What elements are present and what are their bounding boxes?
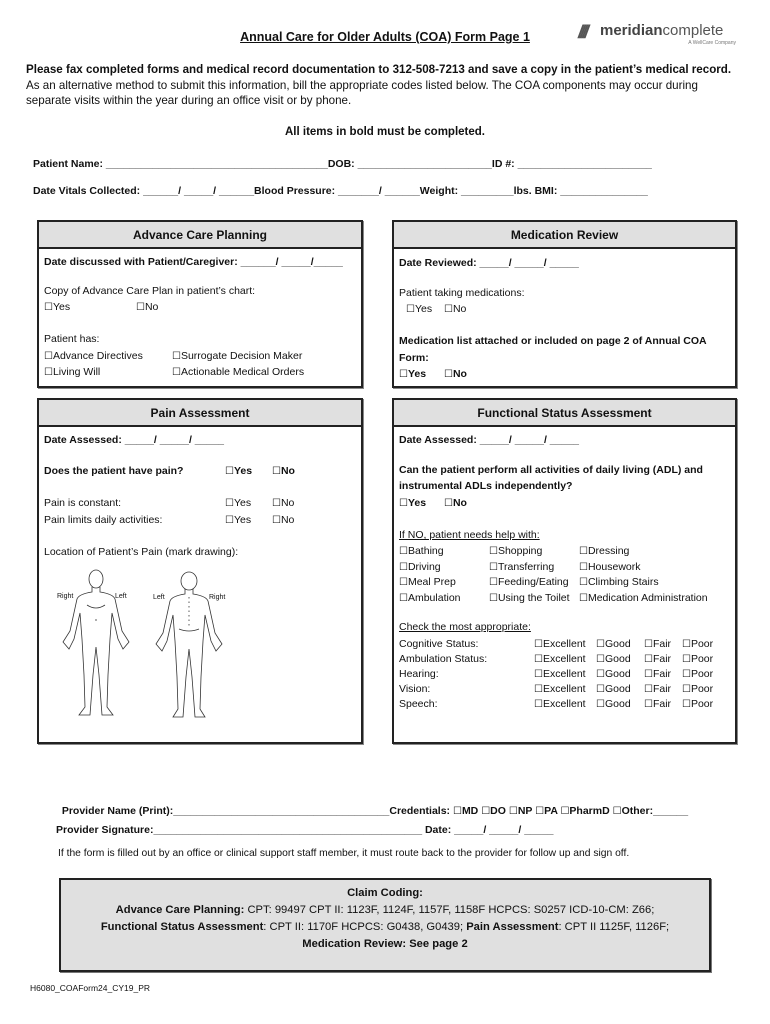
checkbox-icon[interactable]: ☐ (225, 498, 234, 509)
option-label: Fair (652, 698, 672, 710)
claim-coding-title: Claim Coding: (347, 887, 423, 899)
option-label: Yes (52, 301, 71, 313)
checkbox-icon[interactable]: ☐ (682, 639, 691, 650)
logo-wordmark (600, 22, 723, 39)
pain-location-label: Location of Patient’s Pain (mark drawing): (44, 546, 239, 558)
checkbox-icon[interactable]: ☐ (444, 369, 453, 380)
help-item-option[interactable] (399, 592, 461, 604)
checkbox-icon[interactable]: ☐ (596, 654, 605, 665)
intro-normal: As an alternative method to submit this information, bill the appropriate codes listed below. The COA components may occur during separate visits within the year during an office visit or by phone. (26, 78, 698, 107)
checkbox-icon[interactable]: ☐ (596, 669, 605, 680)
checkbox-icon[interactable]: ☐ (644, 639, 653, 650)
pain-limits-question: Pain limits daily activities: (44, 514, 163, 526)
body-diagram-back[interactable] (149, 567, 229, 727)
option-label: Good (604, 638, 631, 650)
adl-question: Can the patient perform all activities of daily living (ADL) and (399, 464, 703, 476)
checkbox-icon[interactable]: ☐ (560, 806, 570, 817)
checkbox-icon[interactable]: ☐ (534, 669, 543, 680)
option-label: Poor (690, 668, 714, 680)
help-item-option[interactable] (489, 592, 570, 604)
option-label: Medication Administration (587, 591, 708, 604)
human-back-figure-icon[interactable] (149, 567, 229, 727)
provider-name-field[interactable]: Provider Name (Print):_____________________________________ (61, 805, 390, 817)
status-row-label: Speech: (399, 698, 438, 710)
fsa-codes: : CPT II: 1170F HCPCS: G0438, G0439; (263, 921, 467, 933)
pain-codes-label: Pain Assessment (466, 921, 559, 933)
option-label: Yes (233, 465, 253, 477)
intro-bold: Please fax completed forms and medical record documentation to 312-508-7213 and save a copy in the patient’s medical record. (26, 63, 732, 76)
rating-option[interactable] (596, 638, 631, 650)
checkbox-icon[interactable]: ☐ (534, 654, 543, 665)
rating-option[interactable] (644, 683, 671, 695)
checkbox-icon[interactable]: ☐ (399, 498, 408, 509)
rating-option[interactable] (596, 698, 631, 710)
option-label: PharmD (569, 805, 610, 817)
list-no-option[interactable] (444, 368, 467, 380)
option-label: Fair (652, 683, 672, 695)
option-label: Housework (587, 560, 641, 573)
form-code: H6080_COAForm24_CY19_PR (30, 983, 151, 993)
option-label: Yes (233, 497, 252, 509)
bold-note: All items in bold must be completed. (285, 126, 485, 138)
copy-yes-option[interactable] (44, 301, 70, 313)
option-label: Surrogate Decision Maker (180, 350, 303, 362)
option-label: Excellent (542, 653, 586, 665)
rating-option[interactable] (682, 683, 713, 695)
option-label: Living Will (52, 366, 101, 378)
routing-note: If the form is filled out by an office or clinical support staff member, it must route back to the provider for follow up and sign off. (58, 848, 630, 859)
checkbox-icon[interactable]: ☐ (452, 806, 462, 817)
option-label: No (280, 497, 295, 509)
rating-option[interactable] (534, 638, 586, 650)
checkbox-icon[interactable]: ☐ (444, 304, 453, 315)
pain-limits-yes[interactable] (225, 514, 251, 526)
checkbox-icon[interactable]: ☐ (44, 367, 53, 378)
checkbox-icon[interactable]: ☐ (399, 592, 408, 604)
option-label: Good (604, 668, 631, 680)
checkbox-icon[interactable]: ☐ (535, 806, 545, 817)
meridian-complete-logo (578, 22, 738, 50)
adl-yes-option[interactable] (399, 497, 426, 509)
checkbox-icon[interactable]: ☐ (225, 515, 234, 526)
checkbox-icon[interactable]: ☐ (272, 498, 281, 509)
option-label: Excellent (542, 668, 586, 680)
rating-option[interactable] (644, 653, 671, 665)
option-label: NP (517, 805, 533, 817)
option-label: Poor (690, 638, 714, 650)
option-label: Good (604, 698, 631, 710)
medication-review-section (392, 220, 737, 388)
option-label: Poor (690, 683, 714, 695)
checkbox-icon[interactable]: ☐ (644, 684, 653, 695)
adl-no-option[interactable] (444, 497, 467, 509)
checkbox-icon[interactable]: ☐ (172, 367, 181, 378)
rating-option[interactable] (534, 698, 586, 710)
help-item-option[interactable] (579, 592, 708, 604)
section-header: Medication Review (394, 222, 735, 249)
rating-option[interactable] (596, 683, 631, 695)
pain-constant-no[interactable] (272, 497, 294, 509)
option-label: Ambulation (407, 591, 461, 604)
checkbox-icon[interactable]: ☐ (534, 699, 543, 710)
has-pain-yes[interactable] (225, 465, 252, 477)
checkbox-icon[interactable]: ☐ (682, 669, 691, 680)
option-label: Fair (652, 668, 672, 680)
surrogate-decision-maker-option[interactable] (172, 350, 302, 362)
rating-option[interactable] (682, 668, 713, 680)
help-item-option[interactable] (579, 545, 629, 557)
checkbox-icon[interactable]: ☐ (596, 699, 605, 710)
credentials-other-field[interactable]: ______ (653, 805, 689, 817)
checkbox-icon[interactable]: ☐ (682, 654, 691, 665)
provider-signature-row[interactable]: Provider Signature:______________________________________________ Date: _____/ _____/ _____ (56, 824, 554, 836)
option-label: MD (461, 805, 479, 817)
fsa-codes-label: Functional Status Assessment (100, 921, 264, 933)
section-header: Advance Care Planning (39, 222, 361, 249)
checkbox-icon[interactable]: ☐ (489, 592, 498, 604)
option-label: Advance Directives (52, 350, 143, 362)
rating-option[interactable] (534, 653, 586, 665)
checkbox-icon[interactable]: ☐ (399, 561, 408, 573)
taking-medications-label: Patient taking medications: (399, 287, 525, 299)
checkbox-icon[interactable]: ☐ (644, 699, 653, 710)
option-label: No (452, 497, 467, 509)
logo-brand-bold: meridian (600, 22, 663, 39)
date-discussed-field[interactable]: Date discussed with Patient/Caregiver: ______/ _____/_____ (44, 256, 343, 268)
option-label: Using the Toilet (497, 591, 570, 604)
rating-option[interactable] (596, 653, 631, 665)
claim-coding-box (59, 878, 711, 972)
checkbox-icon[interactable]: ☐ (444, 498, 453, 509)
pain-constant-question: Pain is constant: (44, 497, 122, 509)
medication-review-codes: Medication Review: See page 2 (302, 938, 468, 950)
acp-codes-label: Advance Care Planning: (115, 904, 245, 916)
help-item-option[interactable] (489, 561, 554, 573)
checkbox-icon[interactable]: ☐ (272, 466, 281, 477)
patient-info-row[interactable]: Patient Name: ______________________________________DOB: _______________________ID #: _______________________ (33, 158, 652, 170)
date-reviewed-field[interactable]: Date Reviewed: _____/ _____/ _____ (399, 257, 579, 269)
logo-tagline: A WellCare Company (688, 40, 736, 46)
pain-assessment-section (37, 398, 363, 744)
human-front-figure-icon[interactable] (57, 567, 137, 727)
credential-option[interactable] (535, 805, 557, 817)
medication-list-label: Medication list attached or included on page 2 of Annual COA (399, 335, 707, 347)
section-header: Functional Status Assessment (394, 400, 735, 427)
help-item-option[interactable] (579, 561, 641, 573)
checkbox-icon[interactable]: ☐ (44, 302, 53, 313)
option-label: Fair (652, 638, 672, 650)
option-label: Feeding/Eating (497, 576, 569, 588)
credential-option[interactable] (509, 805, 532, 817)
checkbox-icon[interactable]: ☐ (225, 466, 234, 477)
option-label: Other: (621, 805, 654, 817)
status-row-label: Hearing: (399, 668, 439, 680)
checkbox-icon[interactable]: ☐ (406, 304, 415, 315)
status-row-label: Vision: (399, 683, 431, 695)
help-item-option[interactable] (489, 576, 569, 588)
checkbox-icon[interactable]: ☐ (399, 577, 408, 588)
copy-no-option[interactable] (136, 301, 158, 313)
option-label: Yes (414, 303, 433, 315)
patient-has-label: Patient has: (44, 333, 100, 345)
credential-option[interactable] (453, 805, 478, 817)
option-label: Yes (407, 368, 427, 380)
acp-codes: CPT: 99497 CPT II: 1123F, 1124F, 1157F, 1158F HCPCS: S0257 ICD-10-CM: Z66; (244, 904, 655, 916)
option-label: No (452, 303, 467, 315)
option-label: Poor (690, 698, 714, 710)
option-label: Meal Prep (407, 576, 456, 588)
checkbox-icon[interactable]: ☐ (579, 592, 588, 604)
help-item-option[interactable] (399, 545, 444, 557)
help-item-option[interactable] (399, 561, 441, 573)
rating-option[interactable] (644, 668, 671, 680)
option-label: Excellent (542, 698, 586, 710)
adl-question-cont: instrumental ADLs independently? (399, 480, 573, 492)
back-right-label: Right (209, 594, 226, 601)
checkbox-icon[interactable]: ☐ (644, 669, 653, 680)
option-label: DO (490, 805, 506, 817)
option-label: No (144, 301, 159, 313)
option-label: Actionable Medical Orders (180, 366, 305, 378)
option-label: Good (604, 683, 631, 695)
checkbox-icon[interactable]: ☐ (399, 546, 408, 557)
checkbox-icon[interactable]: ☐ (399, 369, 408, 380)
rating-option[interactable] (644, 638, 671, 650)
actionable-medical-orders-option[interactable] (172, 366, 304, 378)
rating-option[interactable] (682, 698, 713, 710)
checkbox-icon[interactable]: ☐ (579, 561, 588, 573)
status-row-label: Ambulation Status: (399, 653, 488, 665)
option-label: Yes (233, 514, 252, 526)
has-pain-no[interactable] (272, 465, 295, 477)
option-label: Excellent (542, 683, 586, 695)
checkbox-icon[interactable]: ☐ (682, 684, 691, 695)
checkbox-icon[interactable]: ☐ (612, 806, 622, 817)
living-will-option[interactable] (44, 366, 100, 378)
option-label: Shopping (497, 545, 543, 557)
option-label: PA (544, 805, 558, 817)
medication-list-label-cont: Form: (399, 352, 429, 364)
date-assessed-field[interactable]: Date Assessed: _____/ _____/ _____ (44, 434, 224, 446)
form-title-text: Annual Care for Older Adults (COA) Form Page 1 (240, 30, 530, 44)
checkbox-icon[interactable]: ☐ (172, 351, 181, 362)
checkbox-icon[interactable]: ☐ (136, 302, 145, 313)
logo-mark-icon: //// (578, 22, 587, 42)
option-label: Fair (652, 653, 672, 665)
help-with-label: If NO, patient needs help with: (399, 529, 540, 541)
option-label: Poor (690, 653, 714, 665)
pain-limits-no[interactable] (272, 514, 294, 526)
help-item-option[interactable] (579, 576, 659, 588)
option-label: Transferring (497, 560, 555, 573)
checkbox-icon[interactable]: ☐ (596, 684, 605, 695)
back-left-label: Left (153, 594, 165, 601)
checkbox-icon[interactable]: ☐ (534, 684, 543, 695)
intro-paragraph (26, 62, 746, 109)
has-pain-question: Does the patient have pain? (44, 465, 184, 477)
credential-option[interactable] (613, 805, 653, 817)
help-item-option[interactable] (489, 545, 542, 557)
provider-name-row[interactable] (56, 793, 688, 817)
rating-option[interactable] (644, 698, 671, 710)
functional-status-section (392, 398, 737, 744)
front-left-label: Left (115, 593, 127, 600)
front-right-label: Right (57, 593, 74, 600)
vitals-row[interactable]: Date Vitals Collected: ______/ _____/ ______Blood Pressure: _______/ ______Weight: _________lbs. BMI: _______________ (33, 185, 648, 197)
checkbox-icon[interactable]: ☐ (579, 546, 588, 557)
section-header: Pain Assessment (39, 400, 361, 427)
logo-brand-light: complete (662, 22, 724, 39)
rating-option[interactable] (534, 683, 586, 695)
taking-no-option[interactable] (444, 303, 466, 315)
checkbox-icon[interactable]: ☐ (489, 561, 498, 573)
date-assessed-field[interactable]: Date Assessed: _____/ _____/ _____ (399, 434, 579, 446)
check-appropriate-label: Check the most appropriate: (399, 621, 531, 633)
help-item-option[interactable] (399, 576, 456, 588)
rating-option[interactable] (534, 668, 586, 680)
checkbox-icon[interactable]: ☐ (579, 577, 588, 588)
checkbox-icon[interactable]: ☐ (508, 806, 518, 817)
checkbox-icon[interactable]: ☐ (481, 806, 491, 817)
copy-label: Copy of Advance Care Plan in patient’s chart: (44, 285, 256, 297)
checkbox-icon[interactable]: ☐ (272, 515, 281, 526)
advance-directives-option[interactable] (44, 350, 143, 362)
credentials-label: Credentials: (389, 805, 451, 817)
credential-option[interactable] (481, 805, 506, 817)
checkbox-icon[interactable]: ☐ (489, 577, 498, 588)
checkbox-icon[interactable]: ☐ (534, 639, 543, 650)
body-diagram-front[interactable] (57, 567, 137, 727)
option-label: Excellent (542, 638, 586, 650)
credentials-options (453, 805, 653, 817)
checkbox-icon[interactable]: ☐ (644, 654, 653, 665)
rating-option[interactable] (682, 638, 713, 650)
option-label: Good (604, 653, 631, 665)
status-row-label: Cognitive Status: (399, 638, 479, 650)
option-label: Driving (407, 560, 441, 573)
pain-constant-yes[interactable] (225, 497, 251, 509)
option-label: No (452, 368, 467, 380)
credential-option[interactable] (560, 805, 609, 817)
checkbox-icon[interactable]: ☐ (44, 351, 53, 362)
advance-care-planning-section (37, 220, 363, 388)
checkbox-icon[interactable]: ☐ (489, 546, 498, 557)
option-label: Climbing Stairs (587, 576, 659, 588)
option-label: No (280, 465, 295, 477)
taking-yes-option[interactable] (406, 303, 432, 315)
checkbox-icon[interactable]: ☐ (596, 639, 605, 650)
option-label: Dressing (587, 545, 630, 557)
option-label: No (280, 514, 295, 526)
list-yes-option[interactable] (399, 368, 426, 380)
rating-option[interactable] (682, 653, 713, 665)
option-label: Yes (407, 497, 427, 509)
option-label: Bathing (407, 545, 444, 557)
checkbox-icon[interactable]: ☐ (682, 699, 691, 710)
pain-codes: : CPT II 1125F, 1126F; (558, 921, 670, 933)
rating-option[interactable] (596, 668, 631, 680)
